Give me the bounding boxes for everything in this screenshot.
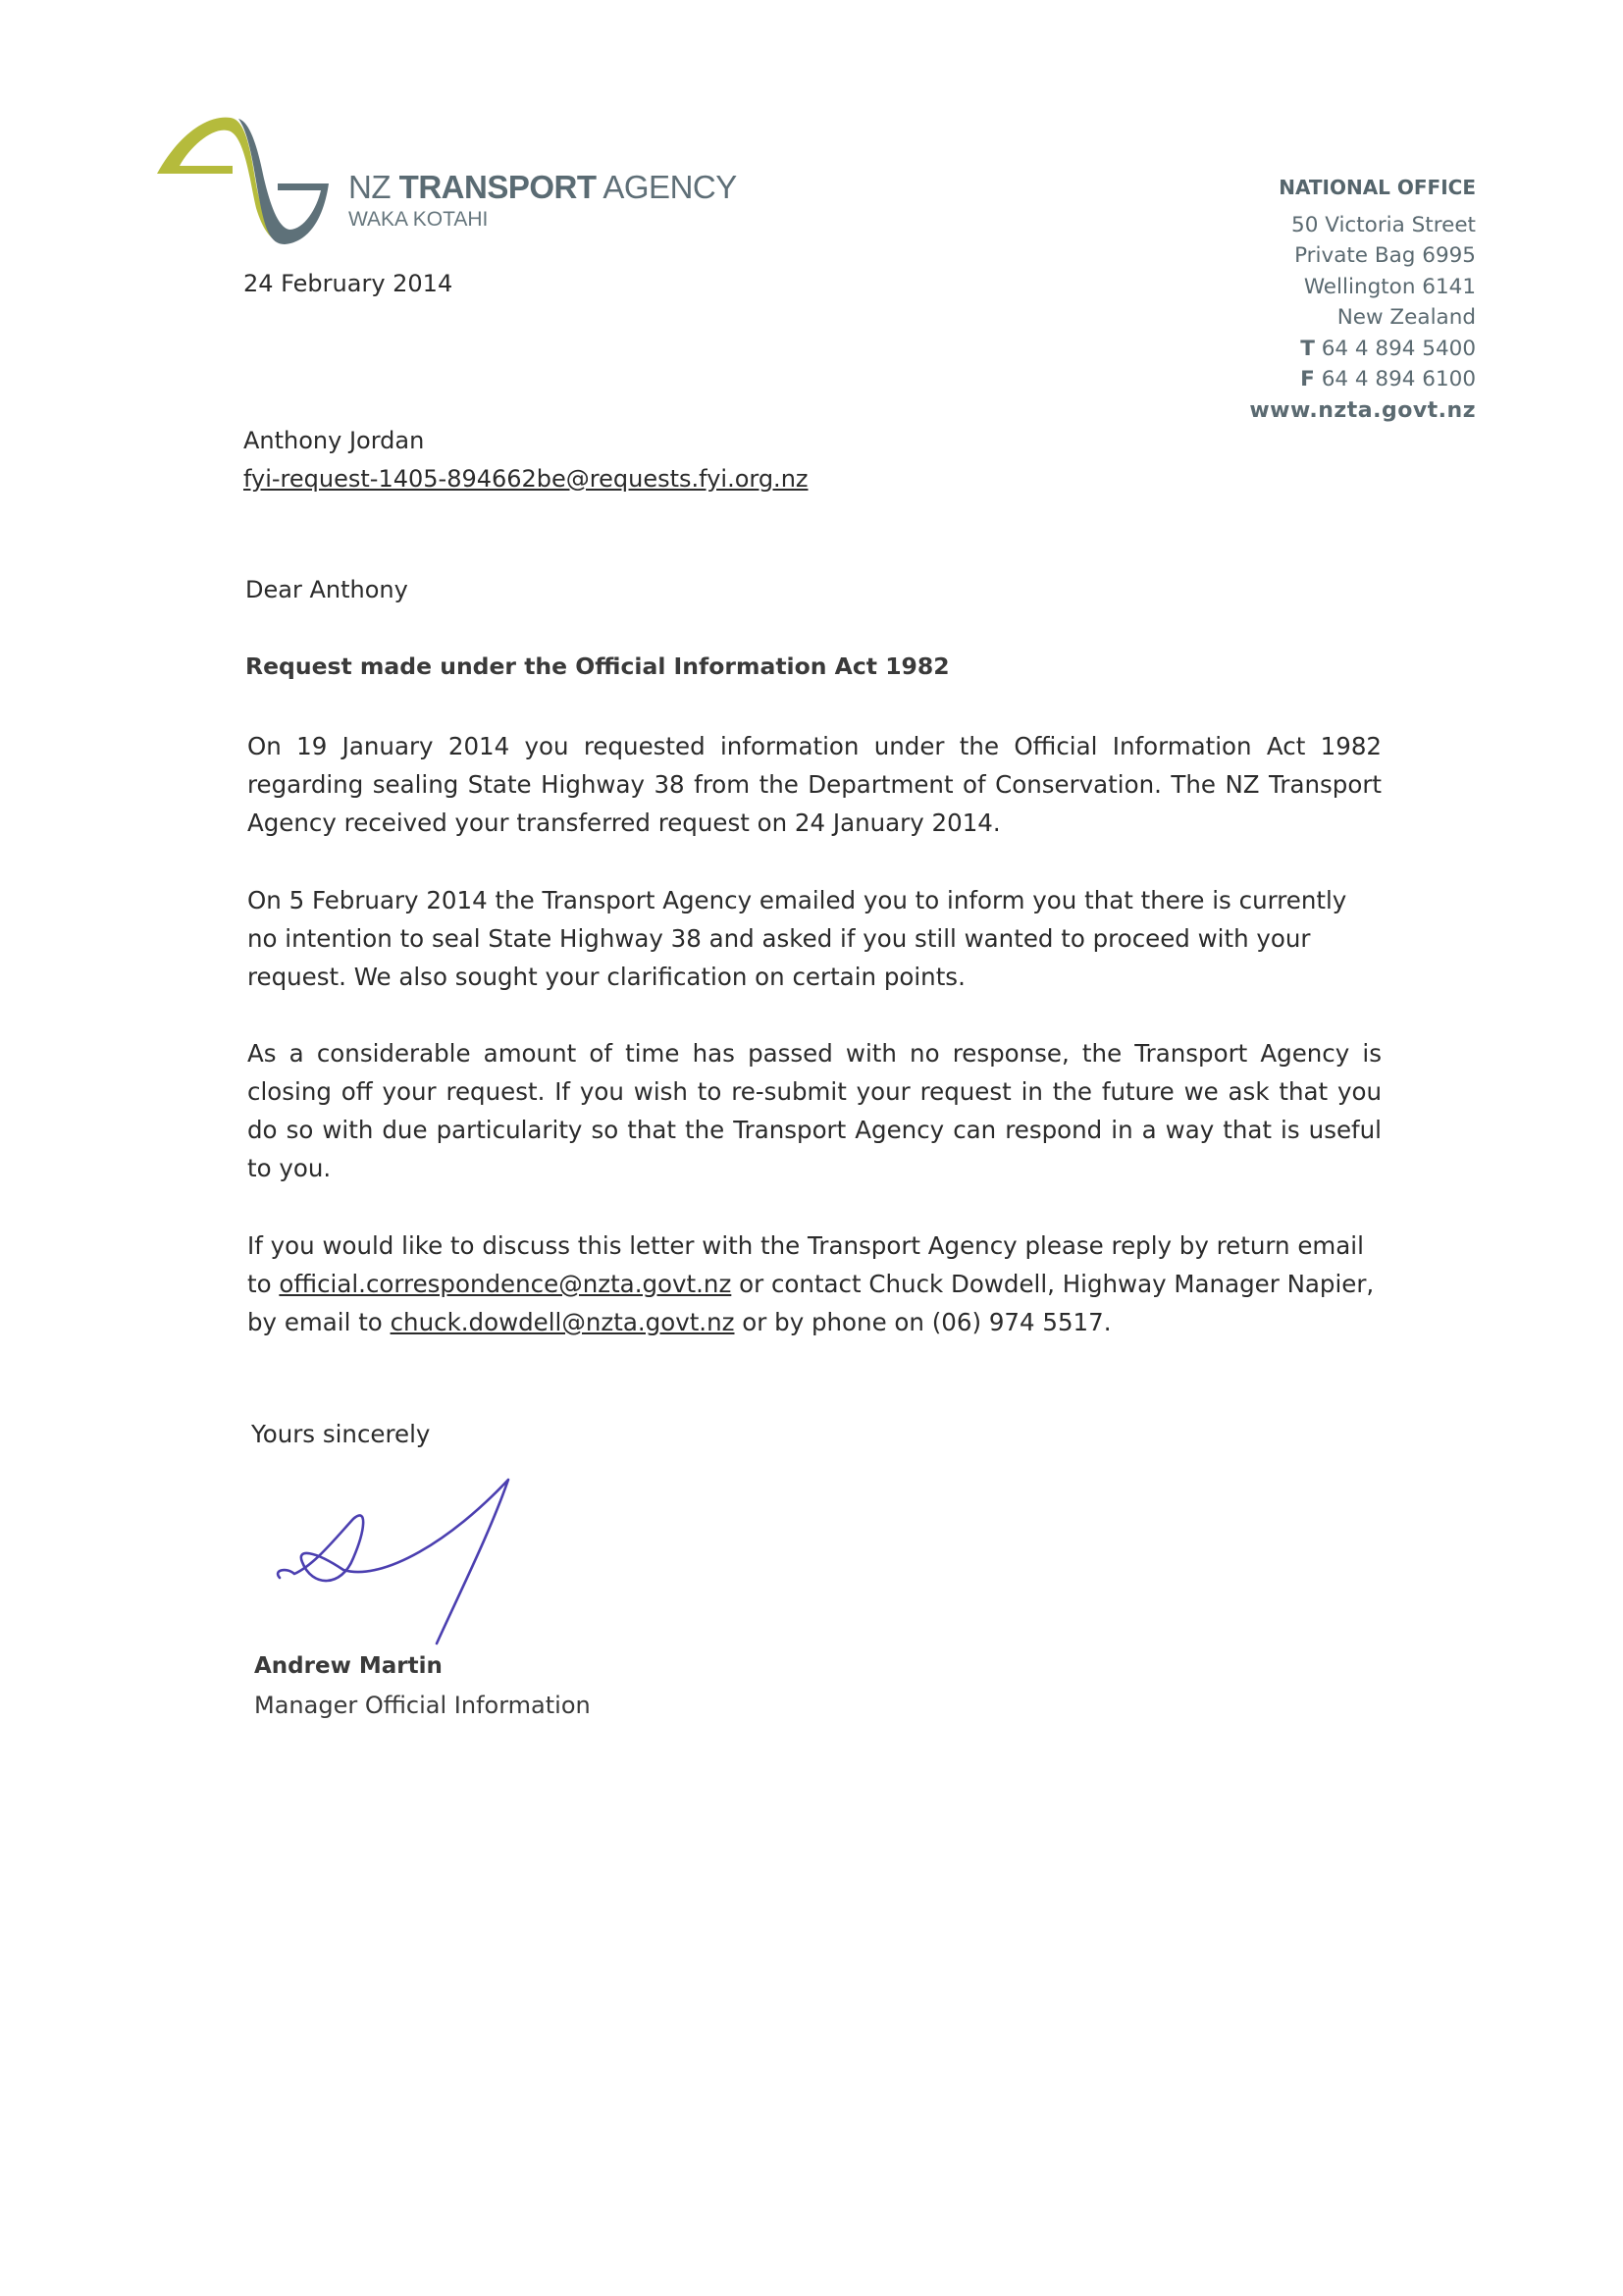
salutation: Dear Anthony [245, 576, 408, 603]
office-private-bag: Private Bag 6995 [1294, 243, 1476, 268]
office-country: New Zealand [1336, 305, 1476, 330]
fax-number: 64 4 894 6100 [1321, 367, 1476, 391]
office-address-block [1249, 173, 1476, 426]
handwritten-signature-icon [255, 1472, 569, 1678]
office-website: www.nzta.govt.nz [1249, 397, 1476, 423]
closing: Yours sincerely [251, 1420, 431, 1448]
office-city: Wellington 6141 [1303, 274, 1476, 299]
recipient-name: Anthony Jordan [243, 427, 425, 454]
subject-heading: Request made under the Official Information Act 1982 [245, 652, 950, 680]
brand-prefix: NZ [348, 169, 391, 205]
office-title: NATIONAL OFFICE [1279, 176, 1476, 199]
recipient-email-link[interactable]: fyi-request-1405-894662be@requests.fyi.org.nz [243, 465, 809, 493]
office-street: 50 Victoria Street [1291, 212, 1476, 237]
brand-name [348, 169, 737, 206]
brand-suffix: AGENCY [602, 169, 737, 205]
paragraph-request-received: On 19 January 2014 you requested information under the Official Information Act 1982 regarding sealing State Highway 38 from the Department of Conservation. The NZ Transport Agency received your transferred request on 24 January 2014. [247, 732, 1382, 837]
phone-number: 64 4 894 5400 [1321, 336, 1476, 361]
signer-title: Manager Official Information [254, 1692, 591, 1719]
official-correspondence-email-link[interactable]: official.correspondence@nzta.govt.nz [279, 1270, 732, 1298]
contact-text-2: or contact Chuck Dowdell, Highway Manager Napier, by email to [247, 1270, 1375, 1336]
recipient-block [243, 422, 809, 498]
contact-text-3: or by phone on (06) 974 5517. [734, 1308, 1112, 1336]
letter-date: 24 February 2014 [243, 270, 453, 297]
fax-label: F [1300, 367, 1315, 391]
office-fax [1249, 364, 1476, 395]
office-phone [1249, 334, 1476, 365]
brand-bold: TRANSPORT [398, 169, 597, 205]
paragraph-request-closed: As a considerable amount of time has passed with no response, the Transport Agency is closing off your request. If you wish to re-submit your request in the future we ask that you do so with due particularity so that the Transport Agency can respond in a way that is useful to you. [247, 1039, 1382, 1182]
contact-text-1: If you would like to discuss this letter with the Transport Agency please reply by return email to [247, 1231, 1364, 1298]
phone-label: T [1300, 336, 1315, 361]
signer-name: Andrew Martin [254, 1653, 443, 1679]
signature-stroke [278, 1480, 508, 1644]
paragraph-clarification-sought: On 5 February 2014 the Transport Agency emailed you to inform you that there is currently no intention to seal State Highway 38 and asked if you still wanted to proceed with your request. We also sought your clarification on certain points. [247, 886, 1347, 991]
chuck-dowdell-email-link[interactable]: chuck.dowdell@nzta.govt.nz [390, 1308, 735, 1336]
nzta-logo-icon [152, 110, 329, 247]
brand-subtitle: WAKA KOTAHI [348, 208, 489, 231]
paragraph-contact-info [247, 1226, 1382, 1341]
brand-wordmark [348, 169, 737, 232]
